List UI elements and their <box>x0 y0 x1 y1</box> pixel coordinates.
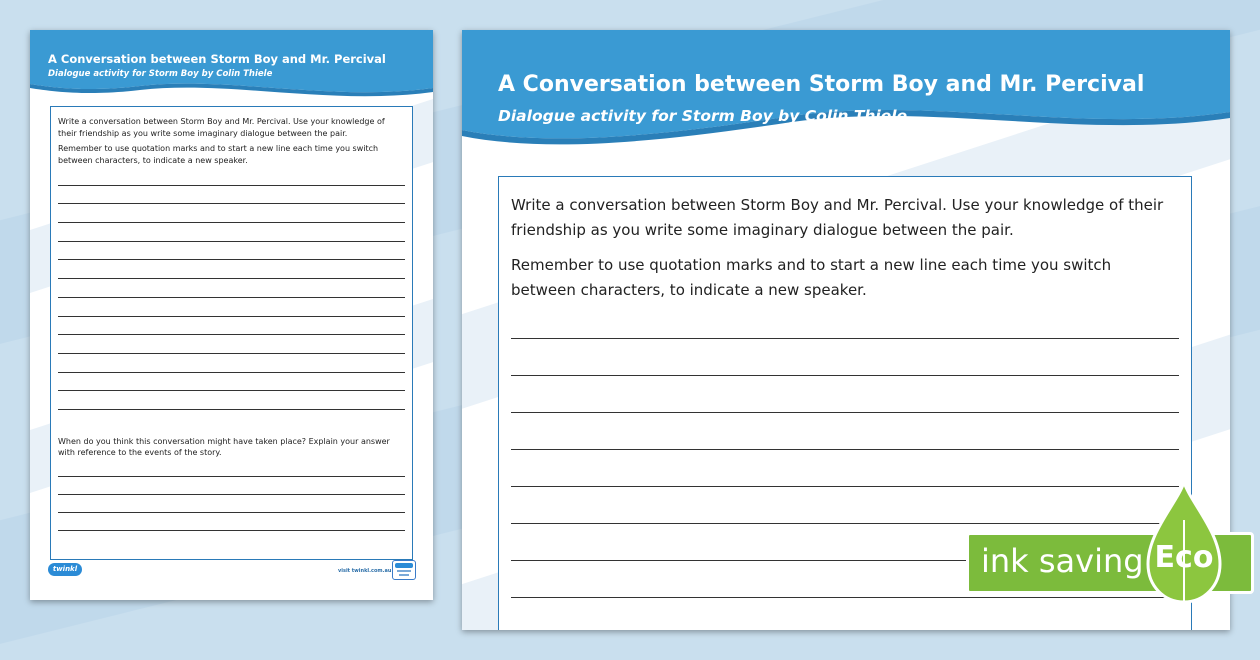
instruction-text: Remember to use quotation marks and to start a new line each time you switch between characters, to indicate a new speaker. <box>511 256 1112 299</box>
writing-line <box>58 335 405 354</box>
writing-line <box>511 339 1179 376</box>
worksheet-subtitle: Dialogue activity for Storm Boy by Colin Thiele <box>498 107 908 125</box>
writing-line <box>58 223 405 242</box>
writing-line <box>58 513 405 531</box>
dialogue-box <box>50 106 413 560</box>
writing-line <box>58 391 405 410</box>
eco-leaf-icon <box>1146 480 1222 620</box>
writing-line <box>58 204 405 223</box>
writing-line <box>511 598 1179 630</box>
instruction-text: Remember to use quotation marks and to start a new line each time you switch between characters, to indicate a new speaker. <box>58 144 379 165</box>
worksheet-subtitle: Dialogue activity for Storm Boy by Colin Thiele <box>48 69 273 79</box>
worksheet-title: A Conversation between Storm Boy and Mr. Percival <box>498 72 1145 97</box>
twinkl-logo: twinkl <box>48 563 82 576</box>
worksheet-banner <box>30 30 433 102</box>
writing-line <box>58 317 405 336</box>
writing-line <box>58 260 405 279</box>
writing-line <box>58 373 405 392</box>
writing-line <box>58 242 405 261</box>
twinkl-badge-icon <box>392 560 416 580</box>
instruction-text: Write a conversation between Storm Boy and Mr. Percival. Use your knowledge of their friendship as you write some imaginary dialogue between the pair. <box>511 196 1164 239</box>
writing-line <box>58 354 405 373</box>
writing-line <box>58 298 405 317</box>
writing-line <box>511 376 1179 413</box>
worksheet-banner <box>462 30 1230 162</box>
writing-line <box>58 279 405 298</box>
ink-saving-label: ink saving <box>981 542 1144 580</box>
worksheet-thumbnail <box>30 30 433 600</box>
writing-line <box>58 186 405 205</box>
writing-line <box>511 450 1179 487</box>
question-text: When do you think this conversation might have taken place? Explain your answer with reference to the events of the story. <box>58 436 390 458</box>
eco-label: Eco <box>1154 540 1214 575</box>
writing-lines <box>58 167 405 410</box>
writing-line <box>511 487 1179 524</box>
writing-line <box>511 302 1179 339</box>
writing-line <box>58 477 405 495</box>
instruction-text: Write a conversation between Storm Boy and Mr. Percival. Use your knowledge of their friendship as you write some imaginary dialogue between the pair. <box>58 117 385 138</box>
writing-line <box>58 167 405 186</box>
footer-url: visit twinkl.com.au <box>338 568 392 574</box>
writing-line <box>511 413 1179 450</box>
worksheet-title: A Conversation between Storm Boy and Mr. Percival <box>48 52 386 66</box>
answer-lines <box>58 459 405 531</box>
writing-line <box>58 495 405 513</box>
writing-line <box>58 459 405 477</box>
